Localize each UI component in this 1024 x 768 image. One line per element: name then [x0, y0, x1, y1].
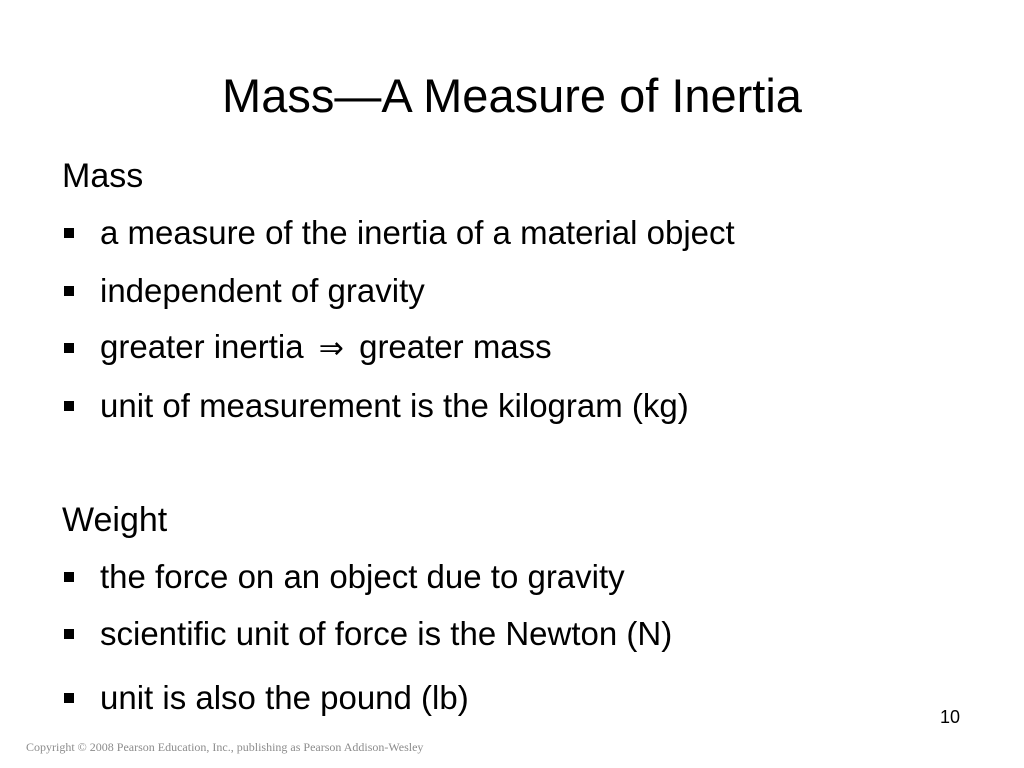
bullet-item: [64, 328, 552, 368]
bullet-item: [64, 557, 625, 597]
bullet-text-after: greater mass: [359, 328, 552, 365]
bullet-text: unit is also the pound (lb): [100, 679, 469, 716]
bullet-item: [64, 614, 672, 654]
bullet-text: independent of gravity: [100, 272, 425, 309]
page-number: 10: [940, 707, 961, 727]
implies-arrow-icon: ⇒: [318, 331, 344, 366]
bullet-item: [64, 213, 735, 253]
bullet-text: [100, 327, 552, 369]
square-bullet-icon: [64, 343, 74, 353]
bullet-text-before: greater inertia: [100, 328, 304, 365]
square-bullet-icon: [64, 629, 74, 639]
square-bullet-icon: [64, 693, 74, 703]
bullet-item: [64, 271, 425, 311]
copyright-notice: Copyright © 2008 Pearson Education, Inc., publishing as Pearson Addison-Wesley: [26, 740, 424, 754]
square-bullet-icon: [64, 572, 74, 582]
square-bullet-icon: [64, 228, 74, 238]
bullet-text: the force on an object due to gravity: [100, 558, 625, 595]
weight-heading: Weight: [62, 501, 168, 539]
bullet-text: a measure of the inertia of a material object: [100, 214, 735, 251]
mass-heading: Mass: [62, 157, 144, 195]
square-bullet-icon: [64, 286, 74, 296]
square-bullet-icon: [64, 401, 74, 411]
bullet-text: scientific unit of force is the Newton (N): [100, 615, 673, 652]
bullet-item: [64, 386, 689, 426]
bullet-text: unit of measurement is the kilogram (kg): [100, 387, 689, 424]
slide-title: Mass—A Measure of Inertia: [222, 69, 802, 122]
bullet-item: [64, 678, 469, 718]
